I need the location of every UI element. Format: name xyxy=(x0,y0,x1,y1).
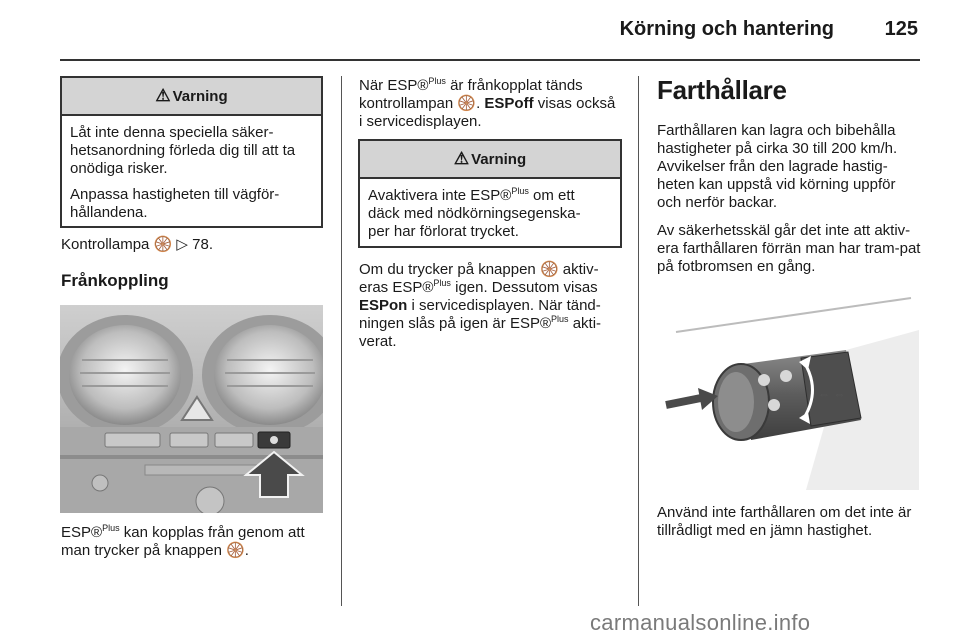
warning-text: per har förlorat trycket. xyxy=(368,223,519,240)
para-text: igen. Dessutom visas xyxy=(450,279,598,296)
warning-header xyxy=(62,78,321,116)
section-heading-frankoppling: Frånkoppling xyxy=(61,271,169,290)
esp-car-icon: 🛞 xyxy=(153,236,173,253)
page-reference-icon: ▷ xyxy=(176,236,188,253)
intro-text: När ESP® xyxy=(359,77,429,94)
plus-superscript: Plus xyxy=(511,186,529,196)
para-text: verat. xyxy=(359,333,397,350)
caption-esp: ESP®$^{Plus}$ kan kopplas från genom att man trycker på knappen 🛞. xyxy=(61,523,305,559)
section-heading-farthallare: Farthållare xyxy=(657,75,787,105)
watermark: carmanualsonline.info xyxy=(590,610,811,635)
kontrollampa-label: Kontrollampa xyxy=(61,236,150,253)
esp-off-intro: När ESP®$^{Plus}$ är frånkopplat tänds kontrollampan 🛞. ESPoff visas också i servicedisplayen. xyxy=(359,77,629,131)
column-divider-right xyxy=(638,76,639,606)
espoff-label: ESPoff xyxy=(484,95,534,112)
farthallare-paragraph-2: Av säkerhetsskäl går det inte att aktiv-era farthållaren förrän man har tram-pat på fotbromsen en gång. xyxy=(657,222,921,275)
intro-text: kontrollampan xyxy=(359,95,454,112)
intro-text: i servicedisplayen. xyxy=(359,113,482,130)
warning-body xyxy=(62,116,321,236)
esp-label: ESP® xyxy=(61,524,103,541)
para-text: aktiv- xyxy=(558,261,599,278)
warning-text: om ett xyxy=(528,187,575,204)
esp-on-paragraph xyxy=(359,261,631,351)
plus-superscript: Plus xyxy=(102,523,120,533)
warning-paragraph: Låt inte denna speciella säker-hetsanordning förleda dig till att ta onödiga risker. xyxy=(70,124,296,177)
espon-label: ESPon xyxy=(359,297,408,314)
warning-triangle-icon: ⚠ xyxy=(453,149,470,168)
intro-text: är frånkopplat tänds xyxy=(445,77,583,94)
page-reference: 78. xyxy=(192,236,213,253)
caption-line-2: man trycker på knappen xyxy=(61,542,222,559)
warning-box-tyre xyxy=(358,139,622,248)
svg-text:⇔ ⇔: ⇔ ⇔ xyxy=(818,387,846,401)
page-number: 125 xyxy=(884,18,918,40)
warning-title: Varning xyxy=(471,151,527,168)
warning-triangle-icon: ⚠ xyxy=(155,86,171,105)
farthallare-paragraph-1: Farthållaren kan lagra och bibehålla hastigheter på cirka 30 till 200 km/h. Avvikelser från den lagrade hastig-heten kan uppstå vid körning uppför och nerför backar. xyxy=(657,122,898,211)
page-header-title: Körning och hantering xyxy=(619,18,834,40)
esp-car-icon: 🛞 xyxy=(457,95,477,112)
warning-paragraph: Anpassa hastigheten till vägför-hållandena. xyxy=(70,186,280,221)
warning-text: däck med nödkörningsegenska- xyxy=(368,205,581,222)
para-text: eras ESP® xyxy=(359,279,434,296)
warning-text: Avaktivera inte ESP® xyxy=(368,187,512,204)
plus-superscript: Plus xyxy=(551,314,569,324)
warning-body xyxy=(360,179,620,247)
kontrollampa-line xyxy=(61,236,323,254)
intro-text: visas också xyxy=(533,95,616,112)
para-text: i servicedisplayen. När tänd- xyxy=(407,297,601,314)
cruise-control-stalk-illustration xyxy=(656,290,919,490)
caption-line-1: kan kopplas från genom att xyxy=(119,524,305,541)
plus-superscript: Plus xyxy=(433,278,451,288)
para-text: akti- xyxy=(568,315,602,332)
esp-car-icon: 🛞 xyxy=(539,261,559,278)
esp-car-icon: 🛞 xyxy=(226,542,245,559)
plus-superscript: Plus xyxy=(428,76,446,86)
dashboard-esp-button-illustration xyxy=(60,305,323,513)
column-divider-left xyxy=(341,76,342,606)
header-rule xyxy=(60,59,920,61)
warning-header xyxy=(360,141,620,179)
para-text: ningen slås på igen är ESP® xyxy=(359,315,552,332)
farthallare-paragraph-3: Använd inte farthållaren om det inte är tillrådligt med en jämn hastighet. xyxy=(657,504,912,539)
warning-box xyxy=(60,76,323,228)
para-text: Om du trycker på knappen xyxy=(359,261,536,278)
warning-title: Varning xyxy=(172,88,228,105)
